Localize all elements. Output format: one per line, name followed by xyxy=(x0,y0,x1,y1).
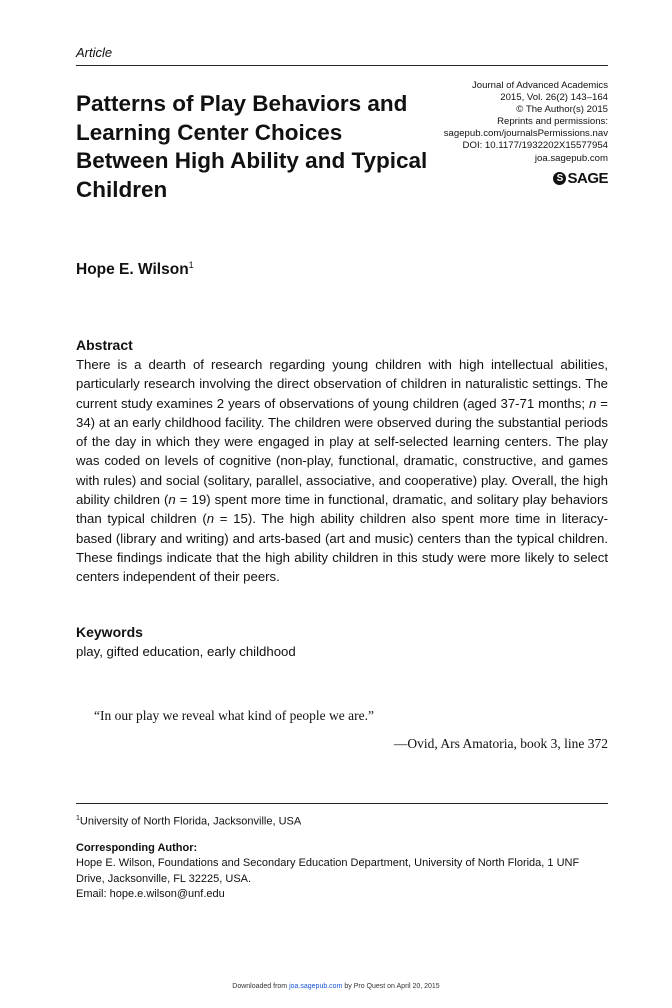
corresponding-author-email: Email: hope.e.wilson@unf.edu xyxy=(76,888,225,900)
author-affiliation-marker: 1 xyxy=(188,260,194,270)
header-rule xyxy=(76,65,608,66)
author-name-text: Hope E. Wilson xyxy=(76,261,189,279)
corresponding-author-line: Drive, Jacksonville, FL 32225, USA. xyxy=(76,872,252,885)
corresponding-author-line: Hope E. Wilson, Foundations and Secondary Education Department, University of North Florida, 1 UNF xyxy=(76,857,580,869)
journal-info-line: joa.sagepub.com xyxy=(534,152,608,164)
journal-info-line: DOI: 10.1177/1932202X15577954 xyxy=(462,140,608,152)
abstract-text-part: = 19) spent more time in functional, dramatic, and solitary play behaviors than typical children ( xyxy=(76,492,608,527)
sage-logo-mark: S xyxy=(553,172,566,185)
keywords-heading: Keywords xyxy=(76,624,143,640)
corresponding-author-details xyxy=(76,856,616,903)
footnote-rule xyxy=(76,803,608,804)
affiliation-text: University of North Florida, Jacksonville, USA xyxy=(79,815,302,828)
sage-logo-text: SAGE xyxy=(567,170,608,187)
keywords-text: play, gifted education, early childhood xyxy=(76,644,296,659)
journal-info-line: sagepub.com/journalsPermissions.nav xyxy=(443,128,608,140)
journal-info-line: Reprints and permissions: xyxy=(497,116,608,128)
section-label: Article xyxy=(76,45,113,60)
journal-info-line: Journal of Advanced Academics xyxy=(472,80,608,91)
abstract-text xyxy=(76,355,608,587)
journal-info-line: © The Author(s) 2015 xyxy=(516,104,608,116)
corresponding-author-heading: Corresponding Author: xyxy=(76,842,198,854)
download-notice xyxy=(0,983,672,990)
abstract-text-part: There is a dearth of research regarding young children with high intellectual abilities, particularly research involving the direct observation of children in naturalistic settings. The current study examines 2 years of observations of young children (aged 37-71 months; xyxy=(76,357,608,411)
abstract-text-part: = 34) at an early childhood facility. The children were observed during the substantial periods of the day in which they were engaged in play at self-selected learning centers. The play was coded on levels of cognitive (non-play, functional, dramatic, constructive, and games with rules) and social (solitary, parallel, associative, and cooperative) play. Overall, the high ability children ( xyxy=(76,395,608,508)
download-link[interactable]: joa.sagepub.com xyxy=(289,983,343,990)
abstract-italic-n: n xyxy=(206,511,215,527)
affiliation-footnote xyxy=(76,815,301,828)
download-suffix: by Pro Quest on April 20, 2015 xyxy=(342,983,440,990)
author-name xyxy=(76,260,194,279)
affiliation-marker: 1 xyxy=(76,815,80,822)
abstract-italic-n: n xyxy=(168,492,176,508)
abstract-heading: Abstract xyxy=(76,337,133,353)
abstract-italic-n: n xyxy=(589,395,597,411)
epigraph-attribution: —Ovid, Ars Amatoria, book 3, line 372 xyxy=(393,736,608,751)
abstract-text-part: = 15). The high ability children also spent more time in literacy-based (library and writing) and arts-based (art and music) centers than the typical children. These findings indicate that the high ability children in this study were more likely to select centers independent of their peers. xyxy=(76,511,608,585)
journal-info-line: 2015, Vol. 26(2) 143–164 xyxy=(500,92,608,104)
sage-logo xyxy=(553,170,608,187)
download-prefix: Downloaded from xyxy=(232,983,290,990)
epigraph-quote: “In our play we reveal what kind of people we are.” xyxy=(94,708,374,723)
article-title: Patterns of Play Behaviors and Learning Center Choices Between High Ability and Typical Children xyxy=(76,91,428,202)
